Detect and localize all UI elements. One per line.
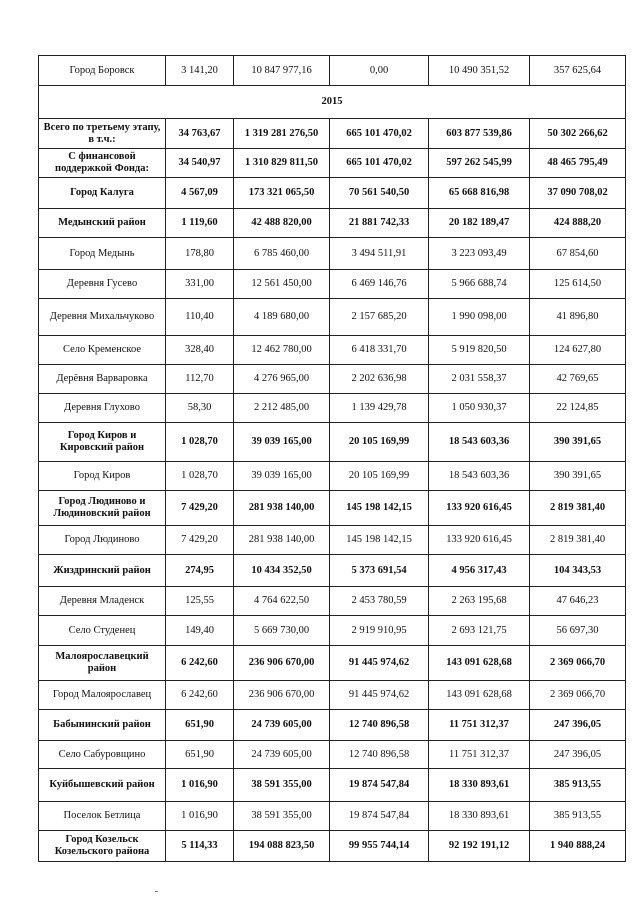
row-name-cell: Город Малоярославец — [39, 681, 166, 710]
table-row — [39, 555, 626, 587]
table-row — [39, 462, 626, 491]
row-name-cell: Город Людиново — [39, 526, 166, 555]
table-row — [39, 741, 626, 769]
area-cell: 34 540,97 — [166, 149, 234, 178]
fund-cell: 99 955 744,14 — [330, 831, 429, 862]
local-budget-cell: 390 391,65 — [530, 423, 626, 462]
regional-budget-cell: 143 091 628,68 — [429, 681, 530, 710]
regional-budget-cell: 143 091 628,68 — [429, 646, 530, 681]
table-row — [39, 270, 626, 299]
total-cost-cell: 1 310 829 811,50 — [234, 149, 330, 178]
funding-table — [38, 55, 626, 862]
total-cost-cell: 38 591 355,00 — [234, 802, 330, 831]
area-cell: 125,55 — [166, 587, 234, 616]
fund-cell: 12 740 896,58 — [330, 741, 429, 769]
table-row — [39, 802, 626, 831]
row-name-cell: Деревня Младенск — [39, 587, 166, 616]
table-row — [39, 365, 626, 394]
fund-cell: 145 198 142,15 — [330, 526, 429, 555]
year-heading: 2015 — [39, 86, 626, 119]
fund-cell: 2 202 636,98 — [330, 365, 429, 394]
area-cell: 3 141,20 — [166, 56, 234, 86]
local-budget-cell: 1 940 888,24 — [530, 831, 626, 862]
area-cell: 7 429,20 — [166, 491, 234, 526]
local-budget-cell: 357 625,64 — [530, 56, 626, 86]
total-cost-cell: 10 847 977,16 — [234, 56, 330, 86]
total-cost-cell: 236 906 670,00 — [234, 646, 330, 681]
area-cell: 328,40 — [166, 336, 234, 365]
fund-cell: 20 105 169,99 — [330, 423, 429, 462]
total-cost-cell: 194 088 823,50 — [234, 831, 330, 862]
row-name-cell: Село Сабуровщино — [39, 741, 166, 769]
row-name-cell: Жиздринский район — [39, 555, 166, 587]
fund-cell: 2 919 910,95 — [330, 616, 429, 646]
regional-budget-cell: 92 192 191,12 — [429, 831, 530, 862]
regional-budget-cell: 20 182 189,47 — [429, 209, 530, 238]
row-name-cell: Город Людиново и Людиновский район — [39, 491, 166, 526]
row-name-cell: Село Студенец — [39, 616, 166, 646]
local-budget-cell: 2 369 066,70 — [530, 681, 626, 710]
regional-budget-cell: 65 668 816,98 — [429, 178, 530, 209]
row-name-cell: Медынский район — [39, 209, 166, 238]
total-cost-cell: 39 039 165,00 — [234, 462, 330, 491]
area-cell: 1 016,90 — [166, 769, 234, 802]
table-row — [39, 616, 626, 646]
local-budget-cell: 124 627,80 — [530, 336, 626, 365]
regional-budget-cell: 11 751 312,37 — [429, 741, 530, 769]
row-name-cell: Город Киров и Кировский район — [39, 423, 166, 462]
fund-cell: 19 874 547,84 — [330, 769, 429, 802]
row-name-cell: Деревня Гусево — [39, 270, 166, 299]
regional-budget-cell: 603 877 539,86 — [429, 119, 530, 149]
local-budget-cell: 424 888,20 — [530, 209, 626, 238]
local-budget-cell: 2 819 381,40 — [530, 491, 626, 526]
fund-cell: 1 139 429,78 — [330, 394, 429, 423]
fund-cell: 91 445 974,62 — [330, 646, 429, 681]
table-row — [39, 299, 626, 336]
table-row — [39, 646, 626, 681]
area-cell: 1 028,70 — [166, 423, 234, 462]
total-cost-cell: 12 561 450,00 — [234, 270, 330, 299]
local-budget-cell: 67 854,60 — [530, 238, 626, 270]
table-row — [39, 336, 626, 365]
row-name-cell: Куйбышевский район — [39, 769, 166, 802]
fund-cell: 12 740 896,58 — [330, 710, 429, 741]
regional-budget-cell: 1 990 098,00 — [429, 299, 530, 336]
table-row — [39, 149, 626, 178]
total-cost-cell: 24 739 605,00 — [234, 741, 330, 769]
area-cell: 112,70 — [166, 365, 234, 394]
row-name-cell: Поселок Бетлица — [39, 802, 166, 831]
local-budget-cell: 385 913,55 — [530, 769, 626, 802]
area-cell: 58,30 — [166, 394, 234, 423]
fund-cell: 70 561 540,50 — [330, 178, 429, 209]
regional-budget-cell: 2 263 195,68 — [429, 587, 530, 616]
local-budget-cell: 48 465 795,49 — [530, 149, 626, 178]
total-cost-cell: 281 938 140,00 — [234, 526, 330, 555]
regional-budget-cell: 1 050 930,37 — [429, 394, 530, 423]
table-row — [39, 178, 626, 209]
local-budget-cell: 47 646,23 — [530, 587, 626, 616]
fund-cell: 21 881 742,33 — [330, 209, 429, 238]
regional-budget-cell: 5 919 820,50 — [429, 336, 530, 365]
local-budget-cell: 42 769,65 — [530, 365, 626, 394]
total-cost-cell: 5 669 730,00 — [234, 616, 330, 646]
fund-cell: 19 874 547,84 — [330, 802, 429, 831]
area-cell: 4 567,09 — [166, 178, 234, 209]
area-cell: 34 763,67 — [166, 119, 234, 149]
local-budget-cell: 37 090 708,02 — [530, 178, 626, 209]
row-name-cell: С финансовой поддержкой Фонда: — [39, 149, 166, 178]
local-budget-cell: 56 697,30 — [530, 616, 626, 646]
local-budget-cell: 50 302 266,62 — [530, 119, 626, 149]
area-cell: 1 028,70 — [166, 462, 234, 491]
fund-cell: 2 157 685,20 — [330, 299, 429, 336]
table-row-borovsk — [39, 56, 626, 86]
regional-budget-cell: 597 262 545,99 — [429, 149, 530, 178]
local-budget-cell: 2 369 066,70 — [530, 646, 626, 681]
row-name-cell: Село Кременское — [39, 336, 166, 365]
fund-cell: 6 418 331,70 — [330, 336, 429, 365]
area-cell: 651,90 — [166, 710, 234, 741]
table-row — [39, 681, 626, 710]
row-name-cell: Малоярославецкий район — [39, 646, 166, 681]
area-cell: 1 119,60 — [166, 209, 234, 238]
fund-cell: 91 445 974,62 — [330, 681, 429, 710]
total-cost-cell: 2 212 485,00 — [234, 394, 330, 423]
total-cost-cell: 173 321 065,50 — [234, 178, 330, 209]
area-cell: 110,40 — [166, 299, 234, 336]
local-budget-cell: 385 913,55 — [530, 802, 626, 831]
regional-budget-cell: 133 920 616,45 — [429, 491, 530, 526]
total-cost-cell: 38 591 355,00 — [234, 769, 330, 802]
total-cost-cell: 39 039 165,00 — [234, 423, 330, 462]
total-cost-cell: 4 189 680,00 — [234, 299, 330, 336]
table-row — [39, 238, 626, 270]
area-cell: 331,00 — [166, 270, 234, 299]
area-cell: 6 242,60 — [166, 681, 234, 710]
row-name-cell: Всего по третьему этапу, в т.ч.: — [39, 119, 166, 149]
regional-budget-cell: 11 751 312,37 — [429, 710, 530, 741]
fund-cell: 2 453 780,59 — [330, 587, 429, 616]
fund-cell: 145 198 142,15 — [330, 491, 429, 526]
area-cell: 7 429,20 — [166, 526, 234, 555]
local-budget-cell: 2 819 381,40 — [530, 526, 626, 555]
fund-cell: 20 105 169,99 — [330, 462, 429, 491]
table-row — [39, 526, 626, 555]
area-cell: 651,90 — [166, 741, 234, 769]
table-row — [39, 769, 626, 802]
regional-budget-cell: 18 543 603,36 — [429, 462, 530, 491]
table-row — [39, 710, 626, 741]
regional-budget-cell: 133 920 616,45 — [429, 526, 530, 555]
regional-budget-cell: 10 490 351,52 — [429, 56, 530, 86]
local-budget-cell: 41 896,80 — [530, 299, 626, 336]
row-name-cell: Город Киров — [39, 462, 166, 491]
fund-cell: 665 101 470,02 — [330, 149, 429, 178]
area-cell: 178,80 — [166, 238, 234, 270]
row-name-cell: Дерёвня Варваровка — [39, 365, 166, 394]
table-row — [39, 209, 626, 238]
scan-speck — [155, 891, 158, 892]
local-budget-cell: 125 614,50 — [530, 270, 626, 299]
row-name-cell: Город Боровск — [39, 56, 166, 86]
local-budget-cell: 390 391,65 — [530, 462, 626, 491]
table-body — [39, 56, 626, 862]
total-cost-cell: 42 488 820,00 — [234, 209, 330, 238]
row-name-cell: Город Козельск Козельского района — [39, 831, 166, 862]
fund-cell: 5 373 691,54 — [330, 555, 429, 587]
row-name-cell: Деревня Михальчуково — [39, 299, 166, 336]
regional-budget-cell: 18 330 893,61 — [429, 802, 530, 831]
total-cost-cell: 6 785 460,00 — [234, 238, 330, 270]
fund-cell: 665 101 470,02 — [330, 119, 429, 149]
regional-budget-cell: 2 031 558,37 — [429, 365, 530, 394]
total-cost-cell: 24 739 605,00 — [234, 710, 330, 741]
regional-budget-cell: 2 693 121,75 — [429, 616, 530, 646]
fund-cell: 3 494 511,91 — [330, 238, 429, 270]
table-row — [39, 394, 626, 423]
table-row — [39, 423, 626, 462]
regional-budget-cell: 18 330 893,61 — [429, 769, 530, 802]
regional-budget-cell: 18 543 603,36 — [429, 423, 530, 462]
total-cost-cell: 1 319 281 276,50 — [234, 119, 330, 149]
area-cell: 274,95 — [166, 555, 234, 587]
total-cost-cell: 10 434 352,50 — [234, 555, 330, 587]
table-row — [39, 491, 626, 526]
area-cell: 1 016,90 — [166, 802, 234, 831]
local-budget-cell: 247 396,05 — [530, 741, 626, 769]
local-budget-cell: 247 396,05 — [530, 710, 626, 741]
regional-budget-cell: 3 223 093,49 — [429, 238, 530, 270]
total-cost-cell: 4 276 965,00 — [234, 365, 330, 394]
total-cost-cell: 281 938 140,00 — [234, 491, 330, 526]
fund-cell: 6 469 146,76 — [330, 270, 429, 299]
row-name-cell: Город Медынь — [39, 238, 166, 270]
row-name-cell: Город Калуга — [39, 178, 166, 209]
year-row — [39, 86, 626, 119]
row-name-cell: Деревня Глухово — [39, 394, 166, 423]
area-cell: 6 242,60 — [166, 646, 234, 681]
table-row — [39, 831, 626, 862]
table-row — [39, 587, 626, 616]
total-cost-cell: 4 764 622,50 — [234, 587, 330, 616]
total-cost-cell: 12 462 780,00 — [234, 336, 330, 365]
local-budget-cell: 22 124,85 — [530, 394, 626, 423]
total-cost-cell: 236 906 670,00 — [234, 681, 330, 710]
regional-budget-cell: 5 966 688,74 — [429, 270, 530, 299]
fund-cell: 0,00 — [330, 56, 429, 86]
regional-budget-cell: 4 956 317,43 — [429, 555, 530, 587]
area-cell: 5 114,33 — [166, 831, 234, 862]
row-name-cell: Бабынинский район — [39, 710, 166, 741]
local-budget-cell: 104 343,53 — [530, 555, 626, 587]
table-row — [39, 119, 626, 149]
area-cell: 149,40 — [166, 616, 234, 646]
